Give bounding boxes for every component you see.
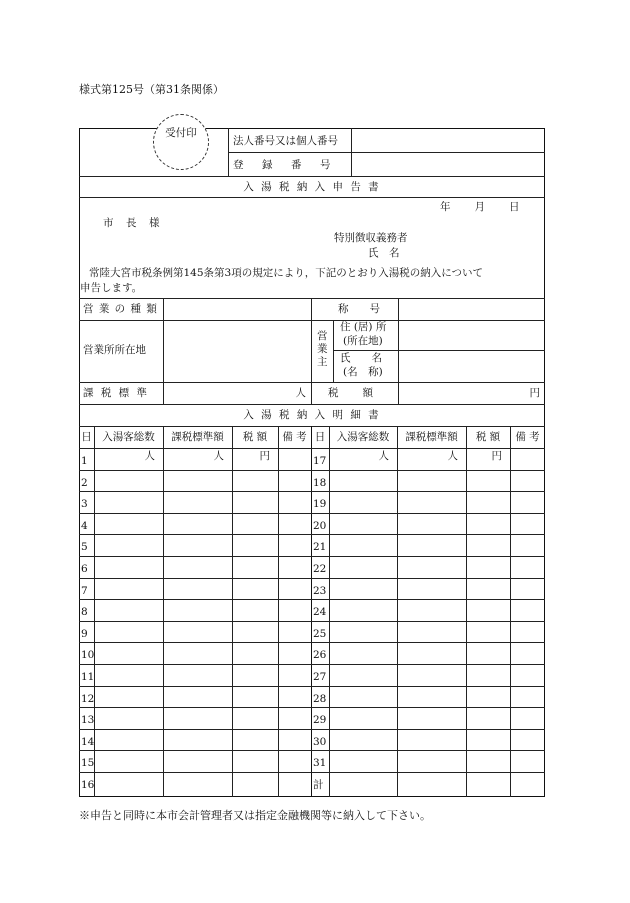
owner-label: 営: [317, 330, 328, 342]
receipt-stamp-area: [153, 114, 209, 170]
divider: [79, 729, 545, 730]
column-header: 税 額: [475, 431, 501, 443]
unit-label: 円: [259, 450, 270, 462]
day-number: 5: [81, 541, 88, 554]
divider: [333, 320, 334, 382]
column-header: 入湯客総数: [102, 431, 155, 443]
day-number: 8: [81, 606, 88, 619]
divider: [397, 426, 398, 797]
day-number: 18: [313, 476, 327, 489]
declaration-title: 入 湯 税 納 入 申 告 書: [243, 181, 381, 193]
divider: [278, 426, 279, 797]
divider: [79, 772, 545, 773]
day-number: 31: [313, 757, 327, 770]
unit-label: 人: [213, 450, 224, 462]
owner-address-label: 住 (居) 所: [340, 321, 387, 333]
divider: [79, 642, 545, 643]
day-number: 21: [313, 541, 327, 554]
divider: [79, 298, 545, 299]
registration-number-label: 登 録 番 号: [233, 159, 335, 171]
unit-label: 人: [144, 450, 155, 462]
divider: [79, 664, 545, 665]
trade-name-label: 称 号: [338, 303, 380, 315]
day-number: 29: [313, 714, 327, 727]
unit-label: 人: [378, 450, 389, 462]
day-number: 23: [313, 584, 327, 597]
day-number: 24: [313, 606, 327, 619]
tax-amount-unit: 円: [529, 387, 540, 399]
column-header: 日: [81, 431, 92, 443]
owner-address-sublabel: (所在地): [343, 335, 383, 347]
day-number: 4: [81, 519, 88, 532]
divider: [79, 686, 545, 687]
divider: [311, 298, 312, 404]
day-number: 計: [313, 779, 324, 791]
registration-number-field[interactable]: [352, 154, 544, 175]
business-type-field[interactable]: [164, 300, 310, 319]
obligor-name-label: 氏 名: [368, 247, 400, 259]
divider: [79, 707, 545, 708]
day-number: 12: [81, 692, 95, 705]
divider: [79, 404, 545, 405]
day-number: 15: [81, 757, 95, 770]
corp-number-field[interactable]: [352, 130, 544, 151]
divider: [79, 599, 545, 600]
day-number: 9: [81, 627, 88, 640]
business-type-label: 営 業 の 種 類: [83, 303, 158, 315]
divider: [79, 426, 545, 427]
divider: [228, 152, 545, 153]
owner-label: 業: [317, 343, 328, 355]
day-number: 7: [81, 584, 88, 597]
date-label: 年 月 日: [440, 201, 521, 213]
tax-amount-label: 税 額: [328, 387, 374, 399]
business-location-field[interactable]: [164, 322, 310, 381]
tax-base-label: 課 税 標 準: [83, 387, 150, 399]
day-number: 26: [313, 649, 327, 662]
owner-name-sublabel: (名 称): [343, 366, 383, 378]
day-number: 17: [313, 455, 327, 467]
divider: [466, 426, 467, 797]
day-number: 25: [313, 627, 327, 640]
form-code: 様式第125号（第31条関係）: [79, 83, 224, 96]
receipt-stamp-label: 受付印: [165, 127, 197, 139]
day-number: 27: [313, 671, 327, 683]
divider: [79, 534, 545, 535]
footnote: ※申告と同時に本市会計管理者又は指定金融機関等に納入して下さい。: [79, 809, 431, 822]
day-number: 14: [81, 735, 95, 748]
divider: [79, 382, 545, 383]
day-number: 2: [81, 476, 88, 489]
day-number: 11: [81, 671, 95, 683]
divider: [79, 470, 545, 471]
owner-name-field[interactable]: [399, 352, 544, 381]
divider: [79, 176, 545, 177]
divider: [79, 513, 545, 514]
addressee: 市 長 様: [103, 217, 161, 229]
column-header: 課税標準額: [405, 431, 458, 443]
divider: [79, 621, 545, 622]
owner-name-label: 氏 名: [340, 352, 382, 364]
divider: [329, 426, 330, 797]
tax-base-unit: 人: [295, 387, 306, 399]
column-header: 課税標準額: [171, 431, 224, 443]
column-header: 税 額: [242, 431, 268, 443]
divider: [79, 556, 545, 557]
day-number: 30: [313, 735, 327, 748]
divider: [79, 320, 545, 321]
day-number: 6: [81, 563, 88, 575]
column-header: 入湯客総数: [336, 431, 390, 443]
declaration-text-cont: 申告します。: [80, 282, 143, 294]
day-number: 13: [81, 714, 95, 727]
day-number: 28: [313, 692, 327, 705]
detail-title: 入 湯 税 納 入 明 細 書: [243, 409, 381, 421]
trade-name-field[interactable]: [399, 300, 544, 319]
owner-label: 主: [317, 356, 328, 368]
divider: [79, 750, 545, 751]
obligor-label: 特別徴収義務者: [334, 232, 408, 244]
divider: [333, 350, 545, 351]
divider: [79, 491, 545, 492]
day-number: 19: [313, 498, 327, 511]
owner-address-field[interactable]: [399, 322, 544, 349]
divider: [232, 426, 233, 797]
day-number: 10: [81, 649, 95, 662]
day-number: 16: [81, 779, 95, 791]
day-number: 20: [313, 519, 327, 532]
divider: [79, 578, 545, 579]
unit-label: 人: [447, 450, 458, 462]
divider: [311, 426, 312, 797]
business-location-label: 営業所所在地: [83, 344, 146, 356]
declaration-text: 常陸大宮市税条例第145条第3項の規定により，下記のとおり入湯税の納入について: [89, 267, 484, 279]
divider: [510, 426, 511, 797]
divider: [79, 197, 545, 198]
unit-label: 円: [491, 450, 502, 462]
divider: [79, 448, 545, 449]
corp-number-label: 法人番号又は個人番号: [233, 135, 338, 147]
day-number: 22: [313, 563, 327, 575]
column-header: 備 考: [282, 431, 307, 443]
day-number: 3: [81, 498, 88, 511]
column-header: 備 考: [515, 431, 540, 443]
column-header: 日: [314, 431, 326, 443]
divider: [163, 426, 164, 797]
day-number: 1: [81, 455, 88, 467]
